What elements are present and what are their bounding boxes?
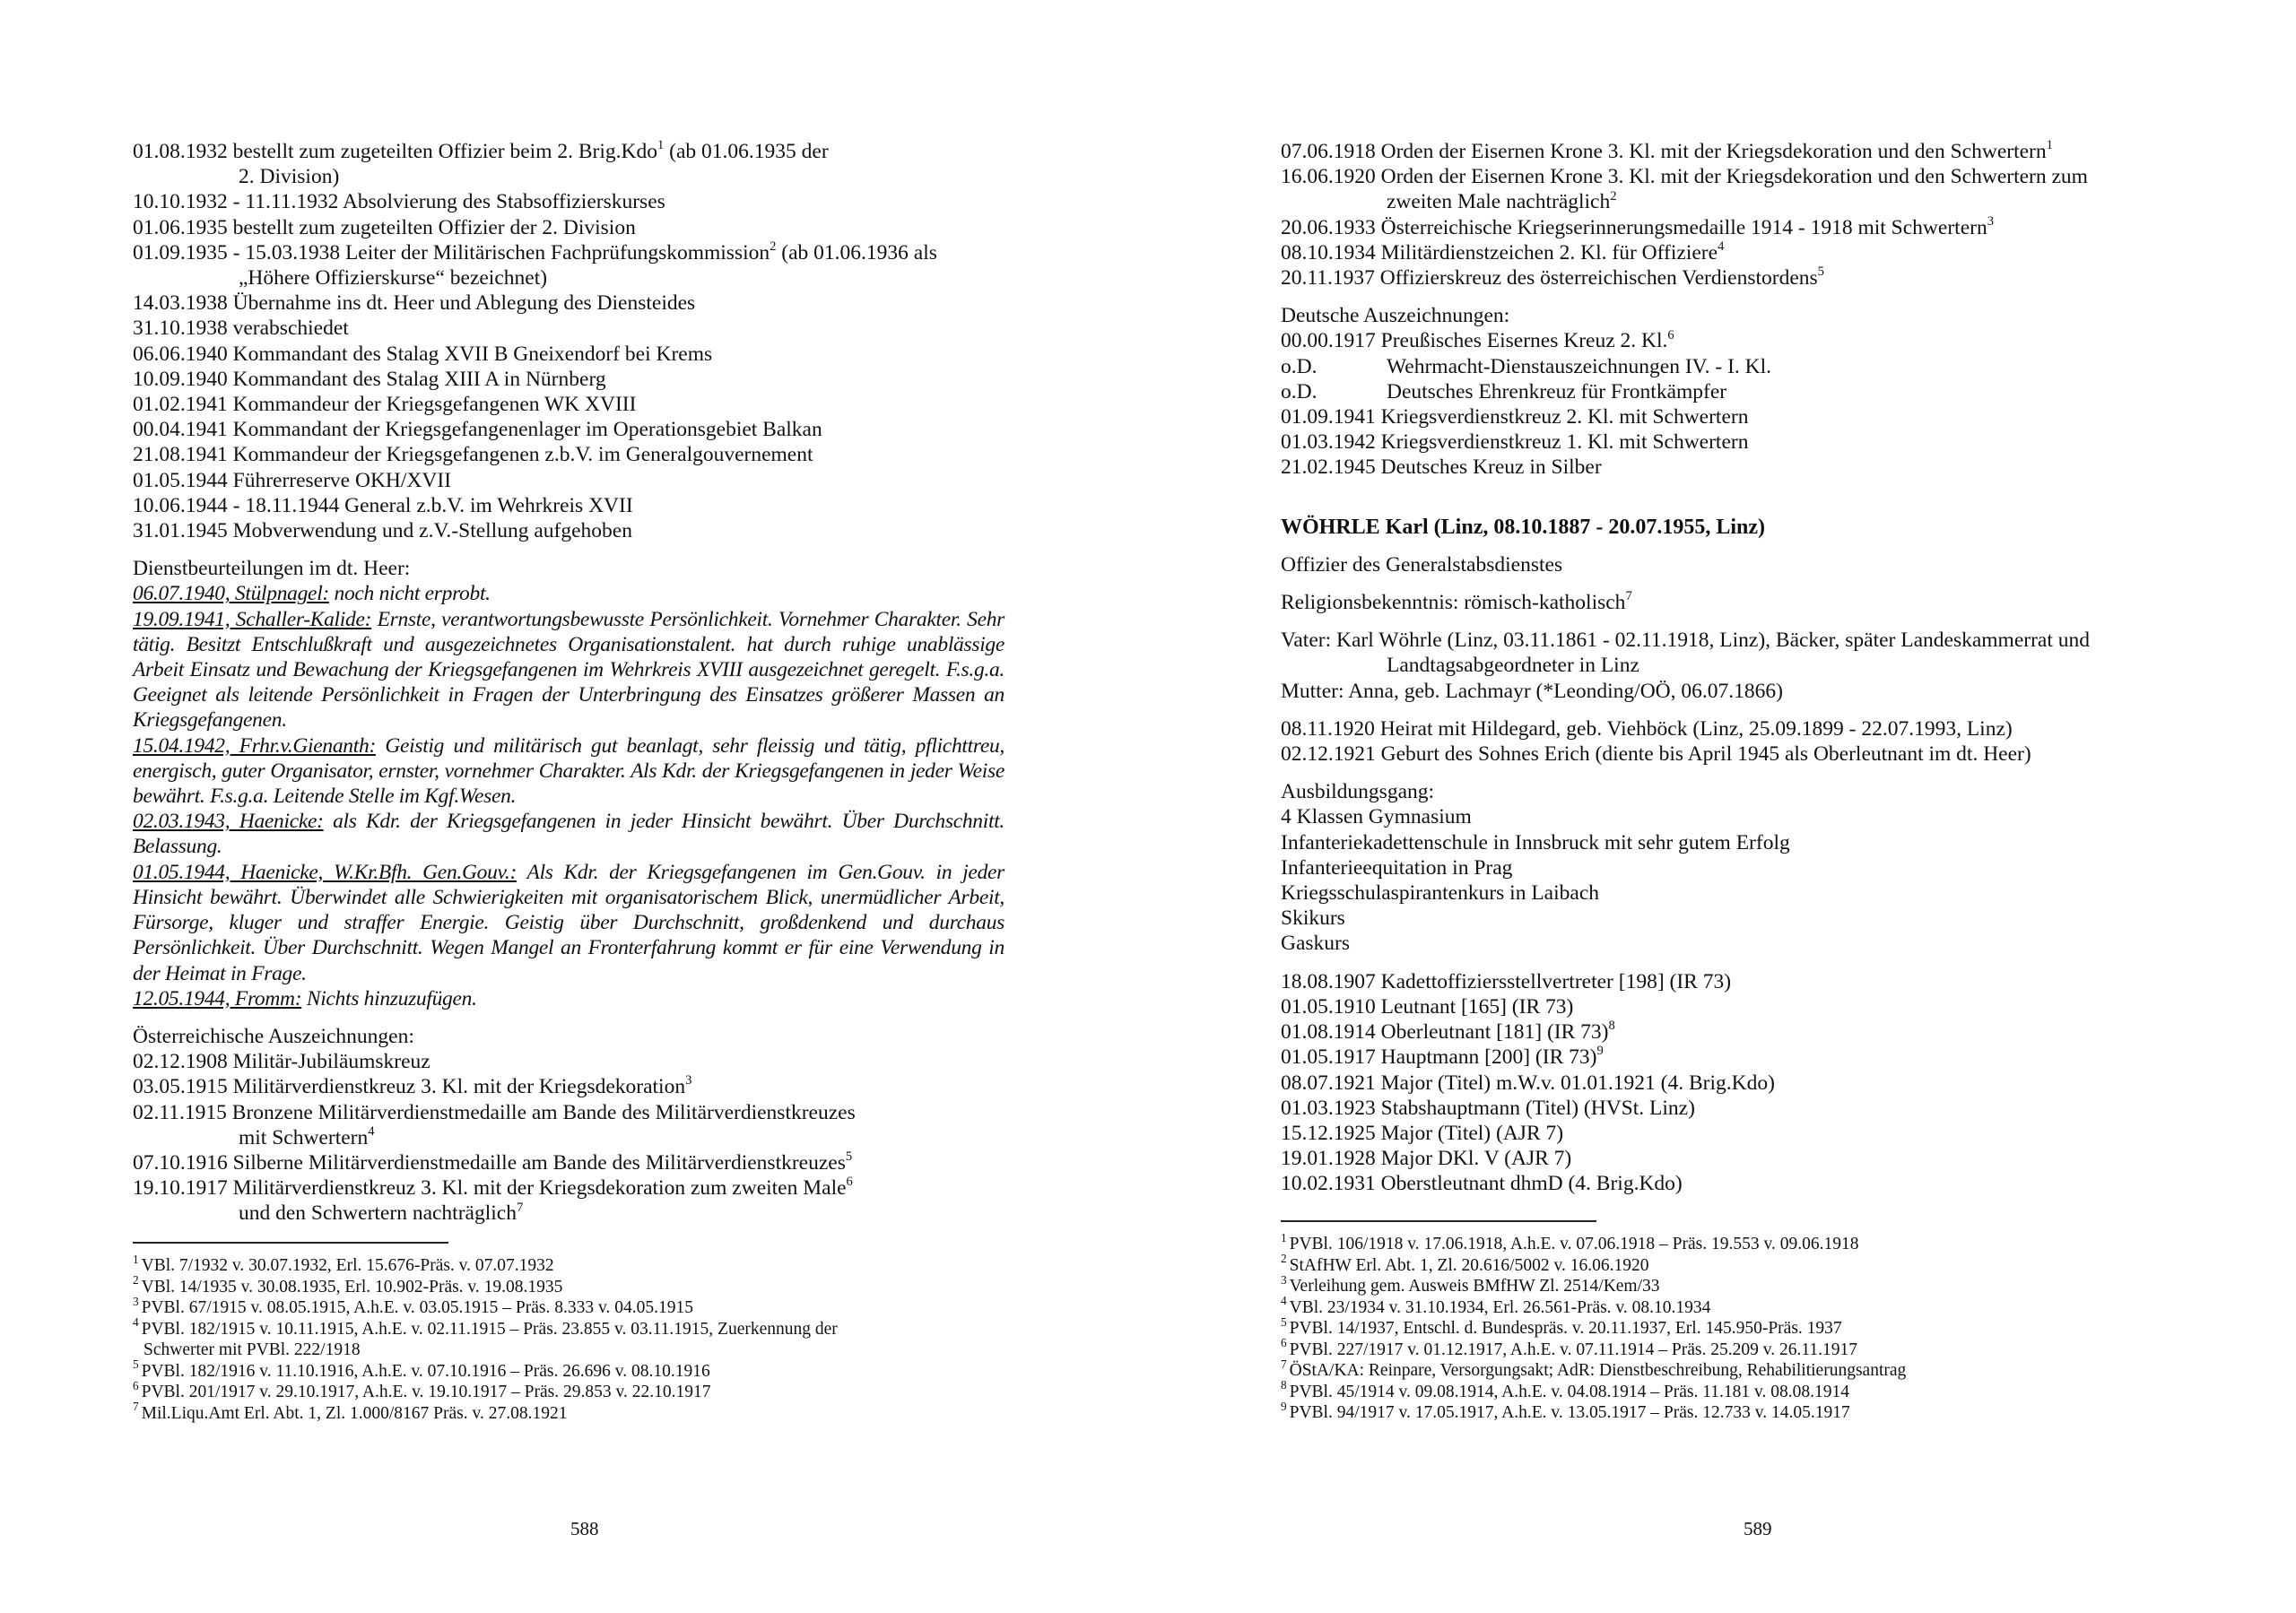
footnote-text: PVBl. 182/1916 v. 11.10.1916, A.h.E. v. 07.10.1916 – Präs. 26.696 v. 08.10.1916 [141, 1361, 710, 1381]
entry-date: 01.05.1917 [1281, 1045, 1376, 1070]
evaluator: 01.05.1944, Haenicke, W.Kr.Bfh. Gen.Gouv.: [133, 860, 517, 884]
footnote-ref: 6 [1667, 327, 1674, 343]
entry-date: 16.06.1920 [1281, 165, 1376, 189]
page-number-left: 588 [570, 1518, 599, 1539]
entry-date: 20.11.1937 [1281, 266, 1375, 291]
footnote-number: 6 [133, 1378, 139, 1392]
education-item: Kriegsschulaspirantenkurs in Laibach [1281, 881, 1600, 906]
career-list [133, 139, 1004, 543]
rank-entry [1281, 1121, 2155, 1146]
entry-date: 10.09.1940 [133, 367, 228, 391]
family-entry [1281, 741, 2155, 767]
evaluation-text: Ernste, verantwortungsbewusste Persönlichkeit. Vornehmer Charakter. Sehr tätig. Besitzt Entschlußkraft und ausgezeichnetes Organisationstalent. hat durch ruhige unablässige Arbeit Einsatz und Bewachung der Kriegsgefangenen im Wehrkreis XVIII ausgezeichnet geregelt. F.s.g.a. Geeignet als leitende Persönlichkeit in Fragen der Unterbringung des Einsatzes größerer Massen an Kriegsgefangenen. [133, 607, 1004, 733]
award-entry [1281, 240, 2155, 265]
entry-text: Kommandant der Kriegsgefangenenlager im Operationsgebiet Balkan [232, 418, 822, 442]
career-entry [133, 367, 1004, 392]
austrian-awards-heading: Österreichische Auszeichnungen: [133, 1024, 414, 1048]
footnote-text: PVBl. 67/1915 v. 08.05.1915, A.h.E. v. 03.05.1915 – Präs. 8.333 v. 04.05.1915 [141, 1298, 693, 1317]
footnote-ref: 1 [657, 138, 665, 153]
entry-text: Kommandeur der Kriegsgefangenen z.b.V. im Generalgouvernement [232, 443, 813, 467]
family-entry [1281, 716, 2155, 741]
award-entry [133, 1175, 1004, 1201]
entry-text: Leutnant [165] (IR 73) [1380, 994, 1574, 1019]
entry-date: 19.01.1928 [1281, 1147, 1376, 1171]
german-award-entry [1281, 455, 2155, 480]
footnote-text: PVBl. 182/1915 v. 10.11.1915, A.h.E. v. 02.11.1915 – Präs. 23.855 v. 03.11.1915, Zuerkennung der [141, 1319, 838, 1339]
career-entry [133, 518, 1004, 543]
rank-entry [1281, 994, 2155, 1019]
footnote-number: 3 [133, 1294, 139, 1308]
footnote-number: 7 [133, 1400, 139, 1413]
entry-text: Preußisches Eisernes Kreuz 2. Kl. [1380, 329, 1668, 353]
evaluation-text: Nichts hinzuzufügen. [301, 986, 477, 1010]
footnote-ref: 2 [770, 238, 777, 254]
entry-text-after: (ab 01.06.1936 als [776, 240, 937, 264]
entry-text: Geburt des Sohnes Erich (diente bis April 1945 als Oberleutnant im dt. Heer) [1380, 742, 2031, 767]
entry-text: verabschiedet [232, 317, 349, 341]
education-item: 4 Klassen Gymnasium [1281, 805, 1472, 829]
entry-date: 03.05.1915 [133, 1075, 228, 1099]
footnote-number: 5 [133, 1357, 139, 1371]
footnote [1281, 1294, 2160, 1319]
person-heading: WÖHRLE Karl (Linz, 08.10.1887 - 20.07.1955, Linz) [1281, 515, 1765, 539]
evaluator: 06.07.1940, Stülpnagel: [133, 582, 329, 606]
entry-text: Deutsches Kreuz in Silber [1380, 455, 1602, 480]
career-entry [133, 392, 1004, 417]
entry-text-cont: 2. Division) [239, 165, 340, 189]
entry-date: 20.06.1933 [1281, 215, 1376, 239]
footnote-number: 1 [133, 1252, 139, 1266]
father-line: Vater: Karl Wöhrle (Linz, 03.11.1861 - 02.11.1918, Linz), Bäcker, später Landeskammerrat und [1281, 629, 2090, 653]
ranks-list [1281, 969, 2155, 1197]
german-award-entry [1281, 328, 2155, 353]
entry-date: 10.10.1932 - 11.11.1932 [133, 190, 339, 214]
entry-text: Major (Titel) m.W.v. 01.01.1921 (4. Brig.Kdo) [1380, 1071, 1775, 1095]
evaluator: 15.04.1942, Frhr.v.Gienanth: [133, 733, 376, 758]
entry-date: 01.05.1910 [1281, 994, 1376, 1019]
footnote-number: 6 [1281, 1336, 1287, 1349]
footnote [1281, 1252, 2160, 1277]
footnote-number: 4 [1281, 1294, 1287, 1307]
education-heading: Ausbildungsgang: [1281, 780, 1435, 804]
entry-text: Wehrmacht-Dienstauszeichnungen IV. - I. Kl. [1387, 354, 1772, 378]
footnote-text: VBl. 14/1935 v. 30.08.1935, Erl. 10.902-Präs. v. 19.08.1935 [141, 1277, 563, 1296]
entry-text: Führerreserve OKH/XVII [232, 468, 452, 492]
footnote-ref: 5 [1817, 264, 1824, 280]
entry-text-cont: mit Schwertern [239, 1125, 369, 1149]
footnote [133, 1252, 1012, 1277]
entry-text-cont: zweiten Male nachträglich [1387, 190, 1611, 214]
award-entry [1281, 215, 2155, 240]
entry-date: 01.03.1942 [1281, 430, 1376, 455]
footnote-ref: 1 [2046, 138, 2053, 153]
rank-entry [1281, 1146, 2155, 1171]
german-award-entry [1281, 429, 2155, 455]
evaluation-text: Geistig und militärisch gut beanlagt, sehr fleissig und tätig, pflichttreu, energisch, guter Organisator, ernster, vornehmer Charakter. Als Kdr. der Kriegsgefangenen in jeder Weise bewährt. F.s.g.a. Leitende Stelle im Kgf.Wesen. [133, 733, 1004, 809]
entry-date: 02.12.1921 [1281, 742, 1376, 767]
entry-date: 01.02.1941 [133, 393, 228, 417]
german-awards-list [1281, 328, 2155, 480]
entry-text: Major (Titel) (AJR 7) [1380, 1121, 1564, 1145]
entry-date: 15.12.1925 [1281, 1121, 1376, 1145]
footnote-ref: 4 [1718, 238, 1725, 254]
footnote [133, 1357, 1012, 1383]
footnote [133, 1378, 1012, 1403]
entry-date: 02.12.1908 [133, 1050, 228, 1074]
page-number-right: 589 [1744, 1518, 1772, 1539]
austrian-awards-continued [1281, 139, 2155, 291]
entry-date: 31.01.1945 [133, 519, 228, 543]
entry-date: 06.06.1940 [133, 342, 228, 366]
evaluator: 02.03.1943, Haenicke: [133, 810, 324, 834]
footnote-ref: 7 [516, 1200, 524, 1215]
entry-date: 21.08.1941 [133, 443, 228, 467]
education-list [1281, 804, 2155, 956]
entry-text-after: (ab 01.06.1935 der [664, 140, 829, 163]
entry-text: Kadettoffiziersstellvertreter [198] (IR 73) [1380, 969, 1732, 993]
entry-date: 18.08.1907 [1281, 969, 1376, 993]
award-entry-cont [133, 1201, 1004, 1226]
entry-text: Absolvierung des Stabsoffizierskurses [342, 190, 665, 214]
award-entry [1281, 265, 2155, 291]
right-footnotes [1281, 1230, 2160, 1424]
education-item: Skikurs [1281, 906, 1345, 931]
footnote-number: 9 [1281, 1399, 1287, 1413]
entry-text: Kriegsverdienstkreuz 1. Kl. mit Schwertern [1380, 430, 1749, 455]
footnote-text: PVBl. 106/1918 v. 17.06.1918, A.h.E. v. 07.06.1918 – Präs. 19.553 v. 09.06.1918 [1289, 1235, 1859, 1253]
entry-text: Orden der Eisernen Krone 3. Kl. mit der Kriegsdekoration und den Schwertern zum [1380, 165, 2088, 189]
entry-text: General z.b.V. im Wehrkreis XVII [344, 493, 633, 517]
entry-text: Stabshauptmann (Titel) (HVSt. Linz) [1380, 1096, 1695, 1120]
entry-text: Militär-Jubiläumskreuz [232, 1050, 430, 1074]
footnote-text: StAfHW Erl. Abt. 1, Zl. 20.616/5002 v. 16.06.1920 [1289, 1255, 1649, 1275]
german-award-entry [1281, 404, 2155, 429]
entry-date: 08.11.1920 [1281, 716, 1375, 741]
entry-date: 01.06.1935 [133, 215, 228, 239]
career-entry [133, 139, 1004, 164]
german-award-entry [1281, 379, 2155, 404]
footnote-text: PVBl. 94/1917 v. 17.05.1917, A.h.E. v. 13.05.1917 – Präs. 12.733 v. 14.05.1917 [1289, 1403, 1850, 1422]
right-page [1148, 0, 2296, 1613]
left-main-text [133, 139, 1004, 1227]
entry-text: Militärdienstzeichen 2. Kl. für Offiziere [1380, 240, 1718, 264]
father-line-cont: Landtagsabgeordneter in Linz [1387, 654, 1639, 678]
footnote-text: Mil.Liqu.Amt Erl. Abt. 1, Zl. 1.000/8167 Präs. v. 27.08.1921 [141, 1403, 568, 1423]
entry-text: Übernahme ins dt. Heer und Ablegung des Diensteides [232, 291, 696, 316]
evaluation-text: Als Kdr. der Kriegsgefangenen im Gen.Gouv. in jeder Hinsicht bewährt. Überwindet alle Schwierigkeiten mit organisatorischem Blick, unermüdlicher Arbeit, Fürsorge, kluger und straffer Energie. Geistig über Durchschnitt, großdenkend und durchaus Persönlichkeit. Über Durchschnitt. Wegen Mangel an Fronterfahrung kommt er für eine Verwendung in der Heimat in Frage. [133, 860, 1004, 985]
entry-date: 08.07.1921 [1281, 1071, 1376, 1095]
footnote-number: 7 [1281, 1357, 1287, 1371]
footnote [133, 1315, 1012, 1340]
footnote-separator [1281, 1220, 1596, 1222]
evaluation-entry [133, 860, 1004, 986]
rank-entry [1281, 969, 2155, 994]
entry-date: 01.09.1941 [1281, 405, 1376, 429]
entry-text: Kommandant des Stalag XVII B Gneixendorf bei Krems [232, 342, 713, 366]
footnote-ref: 3 [685, 1073, 692, 1088]
award-entry [133, 1074, 1004, 1099]
entry-text: Offizierskreuz des österreichischen Verdienstordens [1379, 266, 1818, 291]
rank-line: Offizier des Generalstabsdienstes [1281, 552, 1563, 577]
footnote-ref: 2 [1610, 188, 1617, 204]
german-awards-heading: Deutsche Auszeichnungen: [1281, 304, 1510, 328]
career-entry [133, 417, 1004, 442]
rank-entry [1281, 1171, 2155, 1196]
footnote [1281, 1336, 2160, 1361]
footnote [1281, 1230, 2160, 1255]
evaluator: 19.09.1941, Schaller-Kalide: [133, 607, 372, 631]
award-entry-cont [133, 1125, 1004, 1150]
footnote-text: VBl. 23/1934 v. 31.10.1934, Erl. 26.561-Präs. v. 08.10.1934 [1289, 1297, 1711, 1317]
footnote-text: PVBl. 227/1917 v. 01.12.1917, A.h.E. v. 07.11.1914 – Präs. 25.209 v. 26.11.1917 [1289, 1340, 1858, 1359]
footnote [1281, 1314, 2160, 1340]
entry-date: 07.06.1918 [1281, 140, 1376, 163]
entry-date: 07.10.1916 [133, 1150, 228, 1175]
footnote-text: PVBl. 14/1937, Entschl. d. Bundespräs. v. 20.11.1937, Erl. 145.950-Präs. 1937 [1289, 1319, 1842, 1338]
career-entry-cont [133, 164, 1004, 189]
evaluations-heading: Dienstbeurteilungen im dt. Heer: [133, 557, 411, 581]
career-entry [133, 316, 1004, 341]
footnote [1281, 1357, 2160, 1382]
footnote [133, 1400, 1012, 1425]
left-footnotes [133, 1252, 1012, 1424]
rank-entry [1281, 1096, 2155, 1121]
entry-text: bestellt zum zugeteilten Offizier der 2. Division [232, 215, 636, 239]
entry-date: 00.00.1917 [1281, 329, 1376, 353]
entry-date: 01.05.1944 [133, 468, 228, 492]
entry-date: 10.06.1944 - 18.11.1944 [133, 493, 340, 517]
entry-text: Kriegsverdienstkreuz 2. Kl. mit Schwertern [1380, 405, 1749, 429]
education-item: Infanterieequitation in Prag [1281, 855, 1513, 880]
entry-date: 01.08.1914 [1281, 1020, 1376, 1045]
footnote [133, 1294, 1012, 1319]
entry-text: Militärverdienstkreuz 3. Kl. mit der Kriegsdekoration zum zweiten Male [232, 1176, 847, 1201]
entry-date: 01.09.1935 - 15.03.1938 [133, 240, 341, 264]
entry-date: 02.11.1915 [133, 1100, 227, 1124]
footnote-text: VBl. 7/1932 v. 30.07.1932, Erl. 15.676-Präs. v. 07.07.1932 [141, 1256, 554, 1275]
evaluation-entry [133, 986, 1004, 1011]
entry-date: o.D. [1281, 379, 1318, 403]
entry-text: Militärverdienstkreuz 3. Kl. mit der Kriegsdekoration [232, 1075, 686, 1099]
footnote-text: Verleihung gem. Ausweis BMfHW Zl. 2514/Kem/33 [1289, 1277, 1660, 1296]
evaluation-text: als Kdr. der Kriegsgefangenen in jeder Hinsicht bewährt. Über Durchschnitt. Belassung. [133, 810, 1004, 859]
award-entry-cont [1281, 189, 2155, 214]
entry-text: Hauptmann [200] (IR 73) [1380, 1045, 1597, 1070]
footnote-ref: 8 [1608, 1019, 1615, 1034]
award-entry [133, 1100, 1004, 1125]
entry-date: 31.10.1938 [133, 317, 228, 341]
entry-date: 01.08.1932 [133, 140, 228, 163]
career-entry [133, 215, 1004, 240]
entry-date: 14.03.1938 [133, 291, 228, 316]
entry-date: 19.10.1917 [133, 1176, 228, 1201]
footnote-number: 2 [133, 1273, 139, 1287]
religion-line: Religionsbekenntnis: römisch-katholisch$^7$ [1281, 589, 1632, 615]
career-entry [133, 291, 1004, 316]
mother-line: Mutter: Anna, geb. Lachmayr (*Leonding/OÖ, 06.07.1866) [1281, 679, 1783, 703]
award-entry [133, 1049, 1004, 1074]
footnote-cont: Schwerter mit PVBl. 222/1918 [144, 1340, 361, 1359]
entry-text: Orden der Eisernen Krone 3. Kl. mit der Kriegsdekoration und den Schwertern [1380, 140, 2047, 163]
right-main-text [1281, 139, 2155, 1197]
entry-date: 10.02.1931 [1281, 1172, 1376, 1196]
footnote-number: 8 [1281, 1378, 1287, 1392]
german-award-entry [1281, 354, 2155, 379]
footnote-separator [133, 1242, 448, 1244]
entry-text: Leiter der Militärischen Fachprüfungskommission [344, 240, 770, 264]
entry-text: Kommandeur der Kriegsgefangenen WK XVIII [232, 393, 637, 417]
evaluation-entry [133, 809, 1004, 859]
footnote [1281, 1272, 2160, 1297]
entry-text: Österreichische Kriegserinnerungsmedaille 1914 - 1918 mit Schwertern [1380, 215, 1987, 239]
entry-text: Silberne Militärverdienstmedaille am Bande des Militärverdienstkreuzes [232, 1150, 846, 1175]
entry-date: 08.10.1934 [1281, 240, 1376, 264]
award-entry [1281, 139, 2155, 164]
austrian-awards-list [133, 1049, 1004, 1226]
evaluation-entry [133, 581, 1004, 606]
footnote-text: PVBl. 45/1914 v. 09.08.1914, A.h.E. v. 04.08.1914 – Präs. 11.181 v. 08.08.1914 [1289, 1382, 1849, 1401]
footnote-text: ÖStA/KA: Reinpare, Versorgungsakt; AdR: Dienstbeschreibung, Rehabilitierungsantrag [1289, 1361, 1907, 1380]
footnote-text: PVBl. 201/1917 v. 29.10.1917, A.h.E. v. 19.10.1917 – Präs. 29.853 v. 22.10.1917 [141, 1383, 711, 1401]
career-entry [133, 240, 1004, 265]
footnote-number: 1 [1281, 1230, 1287, 1244]
footnote-ref: 4 [368, 1123, 375, 1139]
career-entry [133, 342, 1004, 367]
evaluation-text: noch nicht erprobt. [328, 582, 491, 606]
footnote-number: 4 [133, 1315, 139, 1329]
footnote-ref: 9 [1596, 1044, 1604, 1059]
entry-text: Oberleutnant [181] (IR 73) [1380, 1020, 1609, 1045]
rank-entry [1281, 1071, 2155, 1096]
entry-date: 21.02.1945 [1281, 455, 1376, 480]
footnote-ref: 5 [845, 1149, 853, 1165]
family-list [1281, 716, 2155, 767]
evaluations-block [133, 581, 1004, 1010]
entry-text-cont: und den Schwertern nachträglich [239, 1201, 517, 1226]
entry-text: Heirat mit Hildegard, geb. Viehböck (Linz, 25.09.1899 - 22.07.1993, Linz) [1379, 716, 2013, 741]
career-entry-cont [133, 265, 1004, 291]
rank-entry [1281, 1019, 2155, 1045]
entry-text: bestellt zum zugeteilten Offizier beim 2. Brig.Kdo [232, 140, 657, 163]
footnote-ref: 3 [1987, 213, 1994, 229]
entry-text: Oberstleutnant dhmD (4. Brig.Kdo) [1380, 1172, 1683, 1196]
evaluation-entry [133, 733, 1004, 810]
footnote-number: 5 [1281, 1314, 1287, 1329]
footnote [133, 1273, 1012, 1298]
footnote-number: 2 [1281, 1252, 1287, 1265]
award-entry [1281, 164, 2155, 189]
education-item: Gaskurs [1281, 932, 1351, 956]
career-entry [133, 442, 1004, 467]
entry-date: 00.04.1941 [133, 418, 228, 442]
footnote-ref: 6 [846, 1175, 853, 1190]
entry-text-cont: „Höhere Offizierskurse“ bezeichnet) [239, 266, 548, 291]
career-entry [133, 189, 1004, 214]
entry-text: Mobverwendung und z.V.-Stellung aufgehoben [232, 519, 632, 543]
career-entry [133, 468, 1004, 493]
entry-text: Major DKl. V (AJR 7) [1380, 1147, 1572, 1171]
footnote [1281, 1378, 2160, 1403]
evaluator: 12.05.1944, Fromm: [133, 986, 302, 1010]
footnote-number: 3 [1281, 1272, 1287, 1287]
entry-date: 01.03.1923 [1281, 1096, 1376, 1120]
career-entry [133, 493, 1004, 518]
footnote [1281, 1399, 2160, 1424]
evaluation-entry [133, 607, 1004, 733]
entry-text: Kommandant des Stalag XIII A in Nürnberg [232, 367, 606, 391]
award-entry [133, 1150, 1004, 1175]
entry-text: Deutsches Ehrenkreuz für Frontkämpfer [1387, 379, 1727, 403]
education-item: Infanteriekadettenschule in Innsbruck mit sehr gutem Erfolg [1281, 830, 1790, 854]
entry-text: Bronzene Militärverdienstmedaille am Bande des Militärverdienstkreuzes [231, 1100, 856, 1124]
rank-entry [1281, 1045, 2155, 1070]
entry-date: o.D. [1281, 354, 1318, 378]
